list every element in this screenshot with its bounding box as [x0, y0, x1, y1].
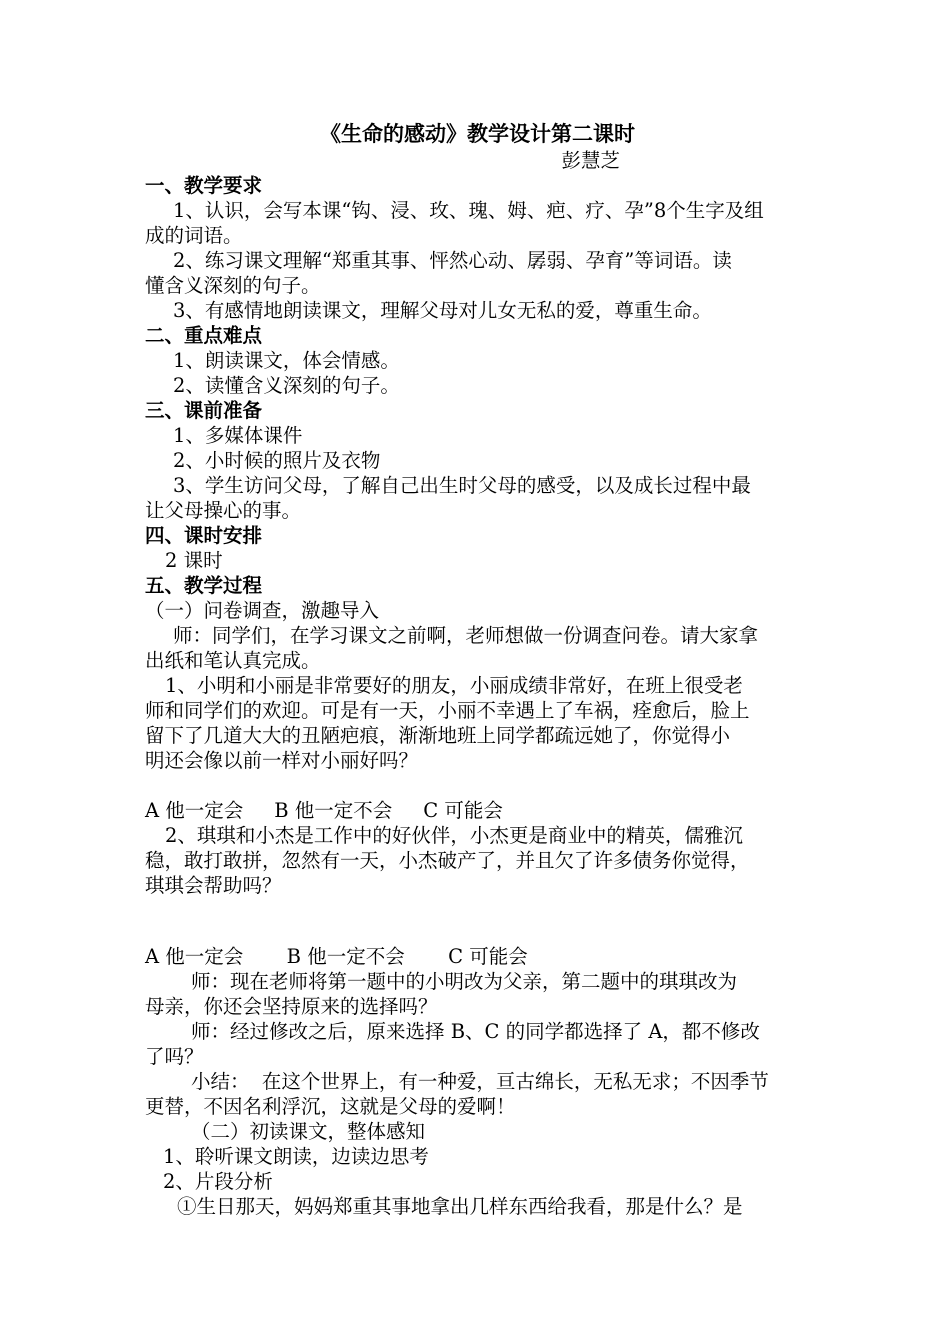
paragraph-line: 2、琪琪和小杰是工作中的好伙伴，小杰更是商业中的精英，儒雅沉 [165, 824, 743, 847]
paragraph-line: 了吗？ [145, 1045, 204, 1068]
paragraph-line: 更替，不因名利浮沉，这就是父母的爱啊！ [145, 1095, 516, 1118]
paragraph-line: 琪琪会帮助吗？ [145, 874, 282, 897]
paragraph-line: 留下了几道大大的丑陋疤痕，渐渐地班上同学都疏远她了，你觉得小 [145, 724, 731, 747]
paragraph-line: 2、片段分析 [163, 1170, 273, 1193]
paragraph-line: 让父母操心的事。 [145, 499, 302, 522]
section-heading: 二、重点难点 [145, 324, 263, 347]
section-heading: 五、教学过程 [145, 574, 263, 597]
paragraph-line: 师和同学们的欢迎。可是有一天，小丽不幸遇上了车祸，痊愈后，脸上 [145, 699, 750, 722]
paragraph-line: 1、多媒体课件 [173, 424, 303, 447]
answer-options: A 他一定会 B 他一定不会 C 可能会 [145, 945, 528, 968]
subsection-heading: （一）问卷调查，激趣导入 [145, 599, 380, 622]
paragraph-line: 2 课时 [165, 549, 223, 572]
paragraph-line: ①生日那天，妈妈郑重其事地拿出几样东西给我看，那是什么？是 [177, 1195, 743, 1218]
section-heading: 三、课前准备 [145, 399, 263, 422]
paragraph-line: 师：现在老师将第一题中的小明改为父亲，第二题中的琪琪改为 [191, 970, 738, 993]
paragraph-line: 师：经过修改之后，原来选择 B、C 的同学都选择了 A，都不修改 [191, 1020, 760, 1043]
paragraph-line: 稳，敢打敢拼，忽然有一天，小杰破产了，并且欠了许多债务你觉得， [145, 849, 750, 872]
paragraph-line: 师：同学们，在学习课文之前啊，老师想做一份调查问卷。请大家拿 [173, 624, 759, 647]
paragraph-line: 1、小明和小丽是非常要好的朋友，小丽成绩非常好，在班上很受老 [165, 674, 743, 697]
section-heading: 一、教学要求 [145, 174, 263, 197]
paragraph-line: 3、学生访问父母，了解自己出生时父母的感受，以及成长过程中最 [173, 474, 751, 497]
paragraph-line: 1、朗读课文，体会情感。 [173, 349, 400, 372]
section-heading: 四、课时安排 [145, 524, 263, 547]
paragraph-line: 2、练习课文理解“郑重其事、怦然心动、孱弱、孕育”等词语。读 [173, 249, 732, 272]
paragraph-line: 成的词语。 [145, 224, 243, 247]
paragraph-line: 母亲，你还会坚持原来的选择吗？ [145, 995, 438, 1018]
document-page [145, 120, 810, 1219]
paragraph-line: 懂含义深刻的句子。 [145, 274, 321, 297]
paragraph-line: 3、有感情地朗读课文，理解父母对儿女无私的爱，尊重生命。 [173, 299, 712, 322]
subsection-heading: （二）初读课文，整体感知 [191, 1120, 426, 1143]
paragraph-line: 2、读懂含义深刻的句子。 [173, 374, 400, 397]
document-author: 彭慧芝 [561, 149, 620, 172]
paragraph-line: 1、认识，会写本课“钩、浸、玫、瑰、姆、疤、疗、孕”8个生字及组 [173, 199, 764, 222]
paragraph-line: 小结： 在这个世界上，有一种爱，亘古绵长，无私无求；不因季节 [191, 1070, 769, 1093]
document-title: 《生命的感动》教学设计第二课时 [320, 121, 635, 146]
paragraph-line: 2、小时候的照片及衣物 [173, 449, 381, 472]
paragraph-line: 出纸和笔认真完成。 [145, 649, 321, 672]
answer-options: A 他一定会 B 他一定不会 C 可能会 [145, 799, 503, 822]
paragraph-line: 1、聆听课文朗读，边读边思考 [163, 1145, 429, 1168]
paragraph-line: 明还会像以前一样对小丽好吗？ [145, 749, 419, 772]
